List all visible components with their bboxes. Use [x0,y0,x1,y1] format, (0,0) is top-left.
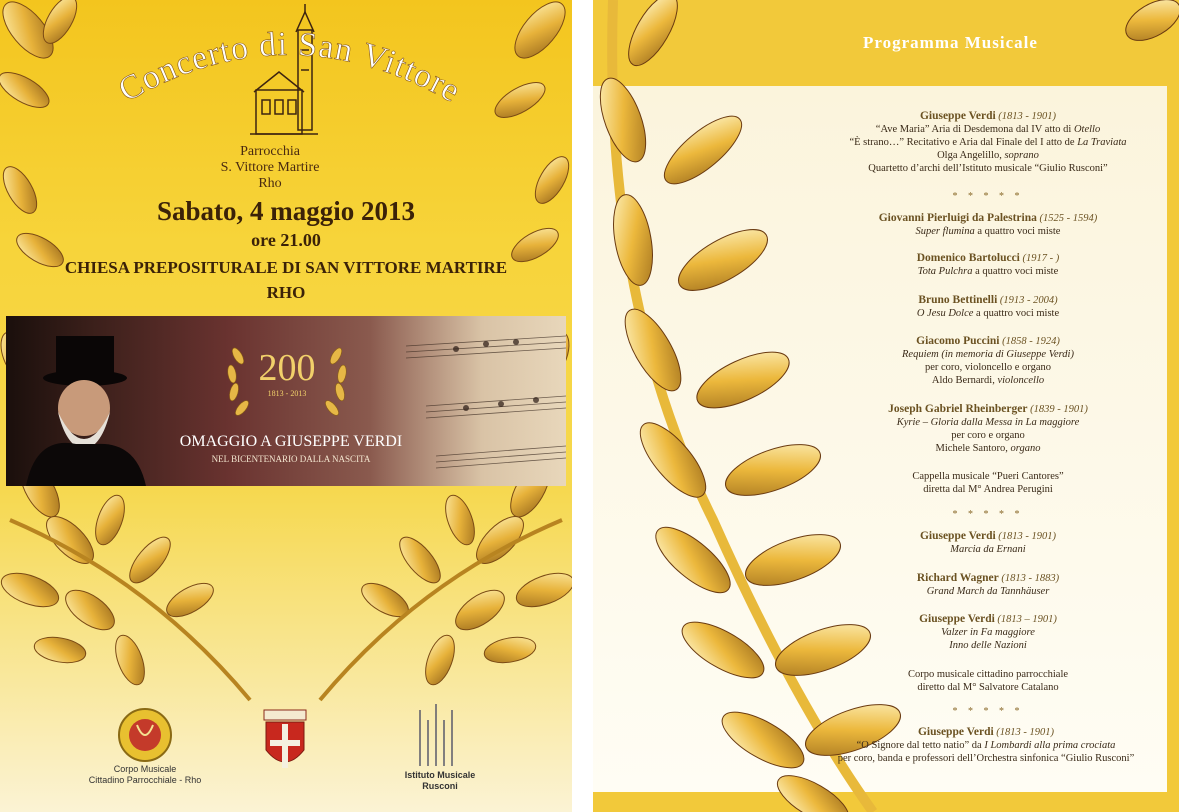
band-credit [803,668,1173,694]
anniversary-years: 1813 - 2013 [267,389,307,398]
cover-title-text: Concerto di San Vittore [112,25,467,111]
composer-years: (1813 – 1901) [997,614,1057,625]
composer-name: Giovanni Pierluigi da Palestrina [878,212,1037,224]
separator-2: * * * * * [952,509,1024,520]
program-text: a quattro voci miste [973,308,1060,319]
composer-name: Bruno Bettinelli [918,294,998,306]
program-text: per coro, banda e professori dell’Orchestra sinfonica “Giulio Rusconi” [837,753,1135,764]
pueri-cantores-credit [803,470,1173,496]
tribute-subtitle: NEL BICENTENARIO DALLA NASCITA [211,454,371,464]
verdi-banner [6,316,566,486]
cover-panel [0,0,572,812]
program-panel [593,0,1179,812]
program-entry-3 [803,252,1173,278]
composer-years: (1525 - 1594) [1039,213,1098,224]
istituto-rusconi-label: Istituto Musicale Rusconi [404,770,476,791]
program-text: I Lombardi alla prima crociata [984,740,1116,751]
program-text: Olga Angelillo, [937,150,1005,161]
anniversary-number: 200 [258,347,316,389]
program-entry-4 [803,294,1173,320]
program-text: Valzer in Fa maggiore [941,627,1035,638]
program-text: Requiem (in memoria di Giuseppe Verdi) [902,349,1074,360]
parish-line-3: Rho [258,176,282,191]
program-text: Super flumina [915,226,975,237]
program-text: La Traviata [1077,137,1127,148]
program-text: soprano [1004,150,1039,161]
concert-time: ore 21.00 [251,230,321,250]
corpo-musicale-line-2: Cittadino Parrocchiale - Rho [88,775,202,785]
program-text: a quattro voci miste [974,226,1061,237]
pueri-cantores-logo [262,700,308,776]
composer-years: (1813 - 1883) [1001,573,1060,584]
city-name: RHO [266,283,306,302]
cover-title [112,26,467,110]
program-entry-6 [803,403,1173,455]
program-text: Marcia da Ernani [950,544,1026,555]
program-entry-8 [803,572,1173,598]
program-entry-1 [803,110,1173,175]
program-text: “È strano…” Recitativo e Aria dal Finale del I atto de [849,137,1078,148]
program-text: Michele Santoro, [935,443,1011,454]
page-gutter [572,0,593,812]
composer-years: (1917 - ) [1022,253,1060,264]
program-text: “Ave Maria” Aria di Desdemona dal IV atto di [875,124,1074,135]
program-entry-10 [793,726,1179,765]
composer-name: Giuseppe Verdi [919,530,996,542]
program-text: organo [1010,443,1041,454]
composer-name: Giuseppe Verdi [917,726,994,738]
composer-name: Joseph Gabriel Rheinberger [888,403,1028,415]
concert-date: Sabato, 4 maggio 2013 [156,196,416,226]
program-entry-5 [803,335,1173,387]
program-text: Otello [1073,124,1101,135]
composer-name: Giacomo Puccini [916,335,1000,347]
composer-years: (1813 - 1901) [998,111,1057,122]
program-text: La maggiore [1025,417,1080,428]
parish-line-2: S. Vittore Martire [220,160,320,175]
program-text: O Jesu Dolce [916,308,974,319]
composer-name: Richard Wagner [916,572,999,584]
program-text: “O Signore dal tetto natio” da [856,740,985,751]
composer-name: Giuseppe Verdi [919,110,996,122]
program-text: Inno delle Nazioni [949,640,1027,651]
program-text: per coro, violoncello e organo [924,362,1052,373]
composer-years: (1813 - 1901) [996,727,1055,738]
program-text: violoncello [997,375,1045,386]
composer-years: (1839 - 1901) [1030,404,1088,415]
church-illustration [250,4,318,134]
program-entry-2 [803,212,1173,238]
program-text: diretta dal M° Andrea Perugini [923,484,1053,495]
composer-years: (1913 - 2004) [999,295,1058,306]
tribute-title: OMAGGIO A GIUSEPPE VERDI [179,433,403,450]
program-text: Tota Pulchra [917,266,973,277]
program-text: diretto dal M° Salvatore Catalano [917,682,1059,693]
program-text: a quattro voci miste [972,266,1059,277]
composer-name: Domenico Bartolucci [916,252,1020,264]
program-text: Aldo Bernardi, [931,375,998,386]
separator-3: * * * * * [952,706,1024,717]
corpo-musicale-line-1: Corpo Musicale [113,764,177,774]
parish-line-1: Parrocchia [240,144,300,159]
composer-name: Giuseppe Verdi [919,613,995,625]
istituto-rusconi-logo [412,700,462,770]
program-text: Cappella musicale “Pueri Cantores” [912,471,1064,482]
corpo-musicale-logo [115,705,175,765]
program-title: Programma Musicale [863,33,1038,52]
program-entry-9 [803,613,1173,652]
separator-1: * * * * * [952,191,1024,202]
program-entry-7 [803,530,1173,556]
program-text: per coro e organo [951,430,1025,441]
program-text: Quartetto d’archi dell’Istituto musicale “Giulio Rusconi” [868,163,1108,174]
program-text: Grand March da Tannhäuser [926,586,1050,597]
program-text: Corpo musicale cittadino parrocchiale [907,669,1069,680]
composer-years: (1813 - 1901) [998,531,1057,542]
composer-years: (1858 - 1924) [1002,336,1060,347]
program-text: Kyrie – Gloria dalla Messa in [896,417,1026,428]
church-name: CHIESA PREPOSITURALE DI SAN VITTORE MARTIRE [64,258,508,277]
